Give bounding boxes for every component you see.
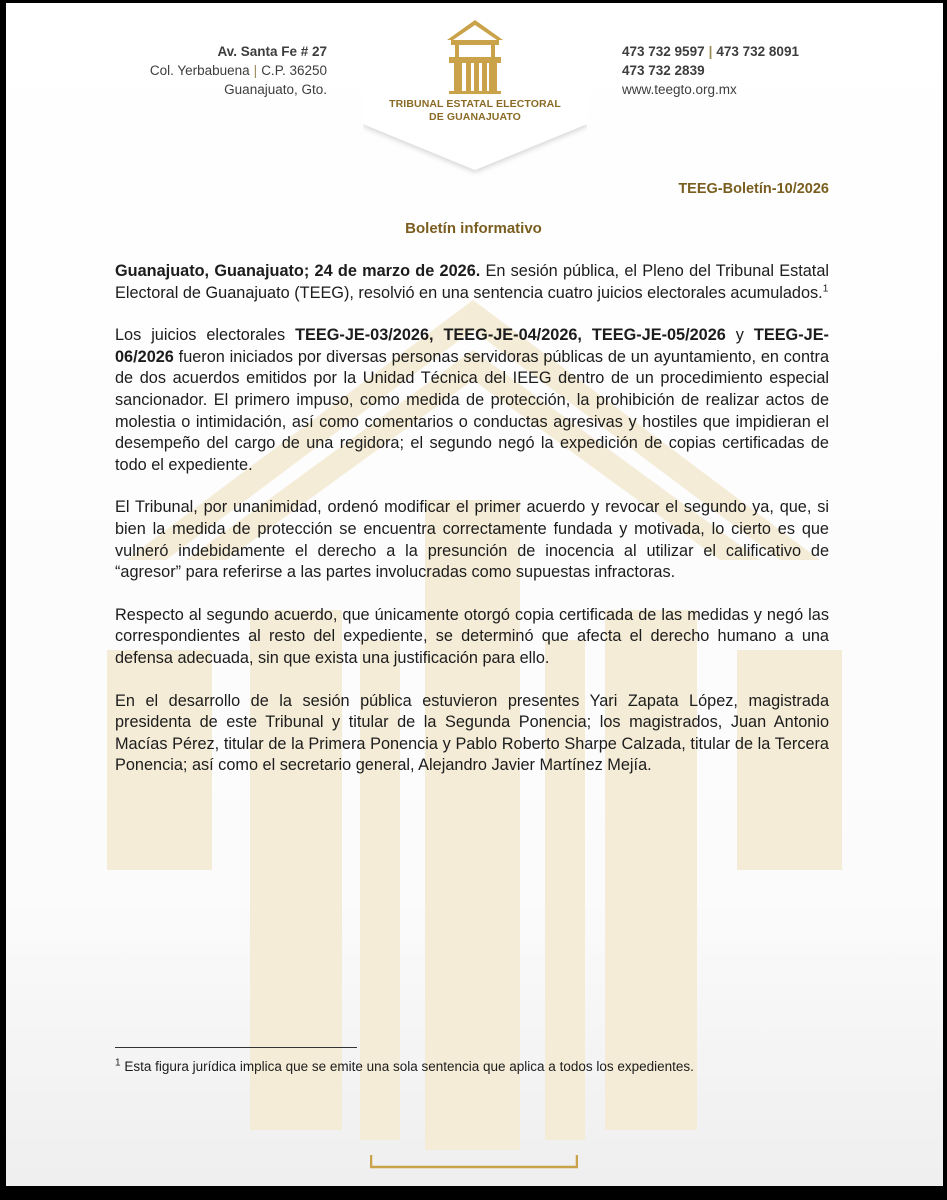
header-address	[150, 42, 327, 99]
website: www.teegto.org.mx	[622, 82, 737, 97]
frame-edge-bottom	[0, 1186, 947, 1200]
paragraph-4: Respecto al segundo acuerdo, que únicamente otorgó copia certificada de las medidas y negó las correspondientes al resto del expediente, se determinó que afecta el derecho humano a una defensa adecuada, sin que exista una justificación para ello.	[115, 605, 829, 667]
header-contact	[622, 42, 799, 99]
address-city: Guanajuato, Gto.	[224, 82, 327, 97]
institution-name: TRIBUNAL ESTATAL ELECTORAL DE GUANAJUATO	[389, 98, 561, 123]
footnote: $^1$ Esta figura jurídica implica que se emite una sola sentencia que aplica a todos los expedientes.	[115, 1057, 694, 1074]
footnote-divider	[115, 1047, 357, 1048]
paragraph-3: El Tribunal, por unanimidad, ordenó modificar el primer acuerdo y revocar el segundo ya, que, si bien la medida de protección se encuentra correctamente fundada y motivada, lo cierto es que vulneró indebidamente el derecho a la presunción de inocencia al utilizar el calificativo de “agresor” para referirse a las partes involucradas como supuestas infractoras.	[115, 498, 829, 582]
paragraph-5: En el desarrollo de la sesión pública estuvieron presentes Yari Zapata López, magistrada presidenta de este Tribunal y titular de la Segunda Ponencia; los magistrados, Juan Antonio Macías Pérez, titular de la Primera Ponencia y Pablo Roberto Sharpe Calzada, titular de la Tercera Ponencia; así como el secretario general, Alejandro Javier Martínez Mejía.	[115, 691, 829, 775]
bulletin-id: TEEG-Boletín-10/2026	[678, 181, 829, 197]
frame-edge-left	[0, 0, 6, 1200]
frame-edge-right	[943, 0, 947, 1200]
address-street: Av. Santa Fe # 27	[217, 44, 327, 59]
phones-line-1: 473 732 9597 | 473 732 8091	[622, 44, 799, 59]
frame-edge-top	[0, 0, 947, 3]
footer-ornament	[370, 1155, 578, 1169]
footnote-ref: 1	[822, 283, 829, 295]
bulletin-body	[115, 261, 829, 798]
header-emblem	[363, 0, 587, 178]
paragraph-2: Los juicios electorales TEEG-JE-03/2026, TEEG-JE-04/2026, TEEG-JE-05/2026 y TEEG-JE-06/2026 fueron iniciados por diversas personas servidoras públicas de un ayuntamiento, en contra de dos acuerdos emitidos por la Unidad Técnica del IEEG dentro de un procedimiento especial sancionador. El primero impuso, como medida de protección, la prohibición de realizar actos de molestia o intimidación, así como comentarios o conductas agresivas y hostiles que impidieran el desempeño del cargo de una regidora; el segundo negó la expedición de copias certificadas de todo el expediente.	[115, 326, 829, 474]
paragraph-1: Guanajuato, Guanajuato; 24 de marzo de 2026. En sesión pública, el Pleno del Tribunal Estatal Electoral de Guanajuato (TEEG), resolvió en una sentencia cuatro juicios electorales acumulados.$^1$	[115, 262, 829, 302]
address-colony: Col. Yerbabuena | C.P. 36250	[149, 63, 327, 78]
page-title: Boletín informativo	[405, 220, 542, 237]
phones-line-2: 473 732 2839	[622, 63, 705, 78]
